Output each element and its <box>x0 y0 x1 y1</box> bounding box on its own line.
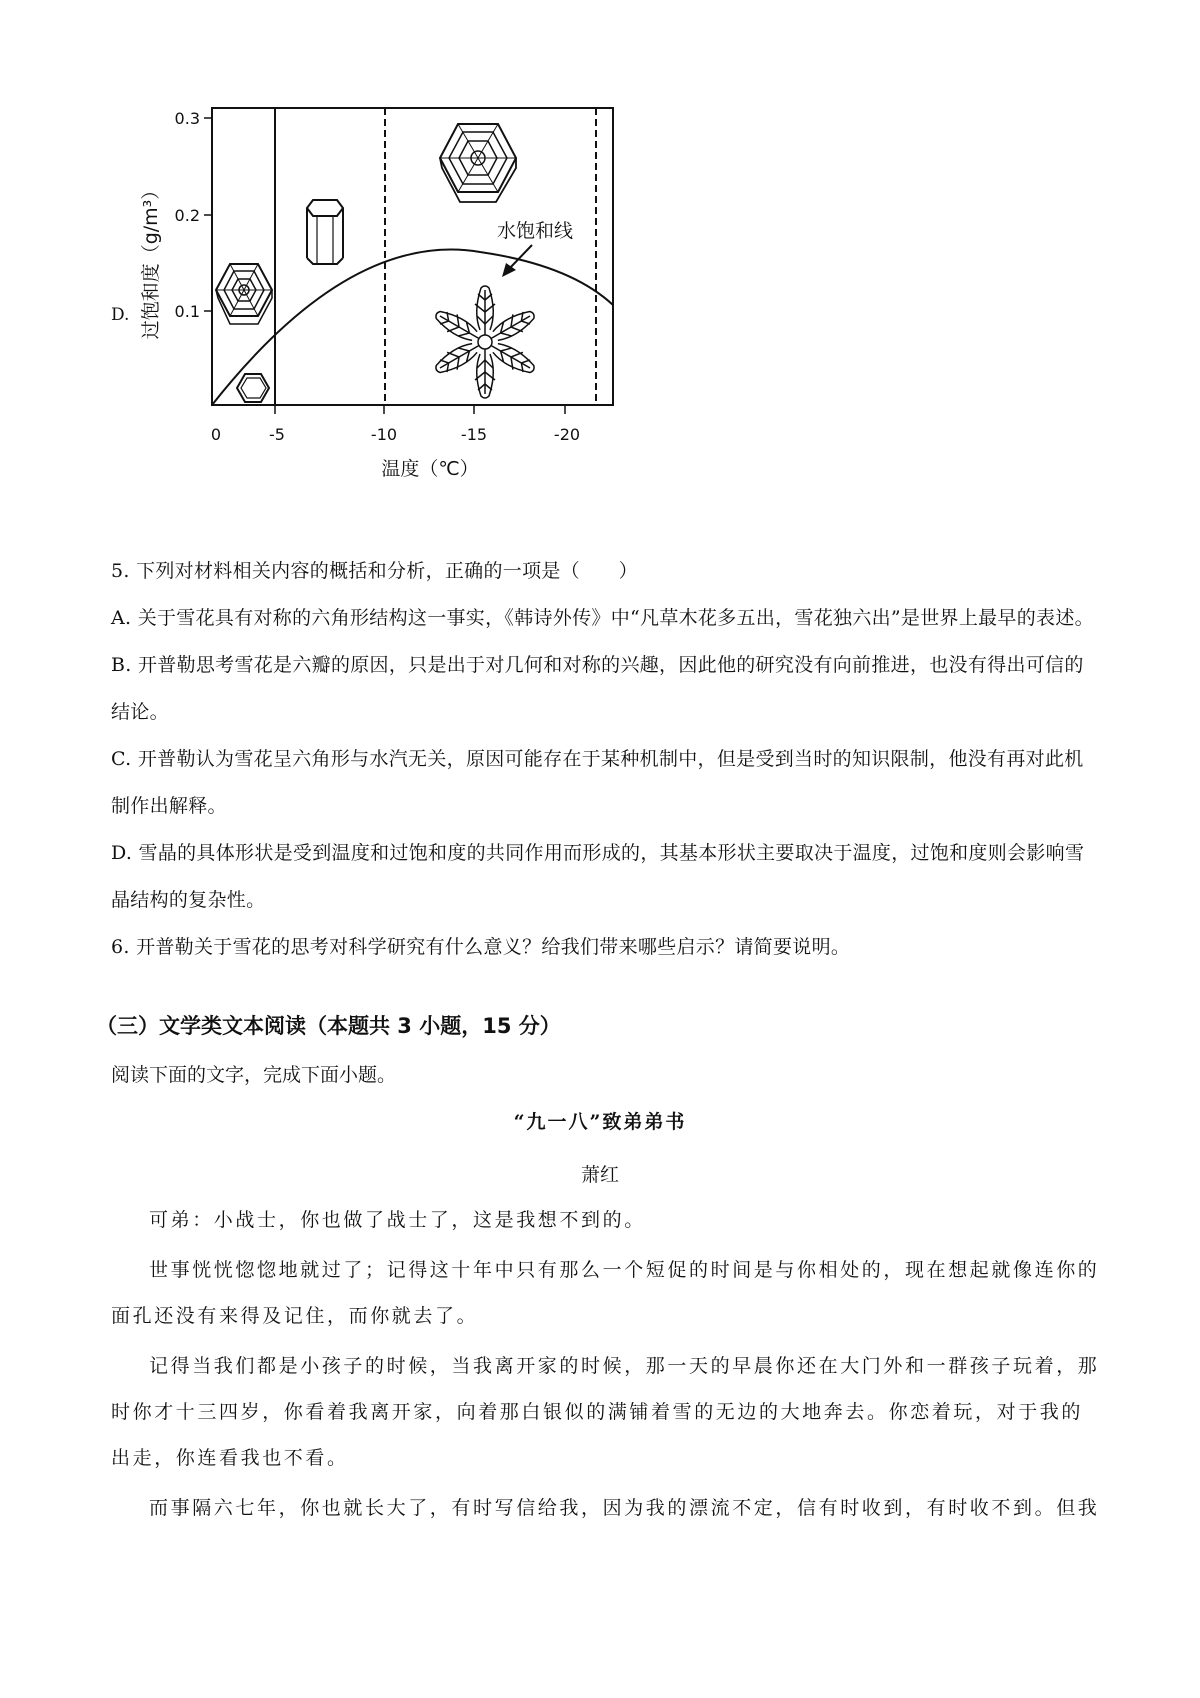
article-paragraph: 而事隔六七年，你也就长大了，有时写信给我，因为我的漂流不定，信有时收到，有时收不到。但我 <box>149 1497 1100 1519</box>
option-d-label: D. <box>111 305 130 325</box>
question-5 <box>111 548 1101 971</box>
x-tick-5: -5 <box>269 425 285 444</box>
water-saturation-curve <box>212 250 613 405</box>
question-6-stem: 6. 开普勒关于雪花的思考对科学研究有什么意义？给我们带来哪些启示？请简要说明。 <box>111 936 851 958</box>
x-tick-15: -15 <box>460 425 488 444</box>
question-5-option-a: A. 关于雪花具有对称的六角形结构这一事实，《韩诗外传》中“凡草木花多五出，雪花独六出”是世界上最早的表述。 <box>111 607 1094 629</box>
question-5-option-c: C. 开普勒认为雪花呈六角形与水汽无关，原因可能存在于某种机制中，但是受到当时的知识限制，他没有再对此机制作出解释。 <box>111 748 1084 817</box>
x-tick-10: -10 <box>370 425 398 444</box>
section-heading: （三）文学类文本阅读（本题共 3 小题，15 分） <box>96 1014 561 1038</box>
question-5-option-b: B. 开普勒思考雪花是六瓣的原因，只是出于对几何和对称的兴趣，因此他的研究没有向前推进，也没有得出可信的结论。 <box>111 654 1084 723</box>
question-5-stem: 5. 下列对材料相关内容的概括和分析，正确的一项是（ ） <box>111 560 638 582</box>
y-tick-0-3: 0.3 <box>174 109 200 128</box>
hexagonal-plate-icon <box>237 374 269 402</box>
y-tick-0-2: 0.2 <box>174 206 200 225</box>
sector-plate-icon <box>216 264 272 324</box>
y-tick-0-1: 0.1 <box>174 302 200 321</box>
x-axis-label: 温度（℃） <box>381 458 479 480</box>
article-author: 萧红 <box>580 1164 619 1186</box>
x-tick-20: -20 <box>553 425 581 444</box>
question-5-option-d: D. 雪晶的具体形状是受到温度和过饱和度的共同作用而形成的，其基本形状主要取决于温度，过饱和度则会影响雪晶结构的复杂性。 <box>111 842 1085 911</box>
x-tick-0: 0 <box>210 425 222 444</box>
hexagonal-column-icon <box>307 200 343 264</box>
article-paragraph: 可弟：小战士，你也做了战士了，这是我想不到的。 <box>149 1209 646 1231</box>
article-title: “九一八”致弟弟书 <box>513 1111 687 1133</box>
large-sector-plate-icon <box>440 124 516 202</box>
article-paragraph: 记得当我们都是小孩子的时候，当我离开家的时候，那一天的早晨你还在大门外和一群孩子玩着，那时你才十三四岁，你看着我离开家，向着那白银似的满铺着雪的无边的大地奔去。你恋着玩，对于我的出走，你连看我也不看。 <box>111 1355 1100 1469</box>
dendrite-snowflake-icon <box>432 286 539 398</box>
article-paragraph: 世事恍恍惚惚地就过了；记得这十年中只有那么一个短促的时间是与你相处的，现在想起就像连你的面孔还没有来得及记住，而你就去了。 <box>111 1259 1100 1327</box>
curve-label: 水饱和线 <box>496 220 574 242</box>
y-axis-label: 过饱和度（g/m³） <box>140 180 162 340</box>
snow-crystal-diagram <box>140 100 670 490</box>
plot-frame <box>212 108 613 405</box>
section-instruction: 阅读下面的文字，完成下面小题。 <box>111 1064 397 1086</box>
article-body <box>111 1197 1101 1535</box>
